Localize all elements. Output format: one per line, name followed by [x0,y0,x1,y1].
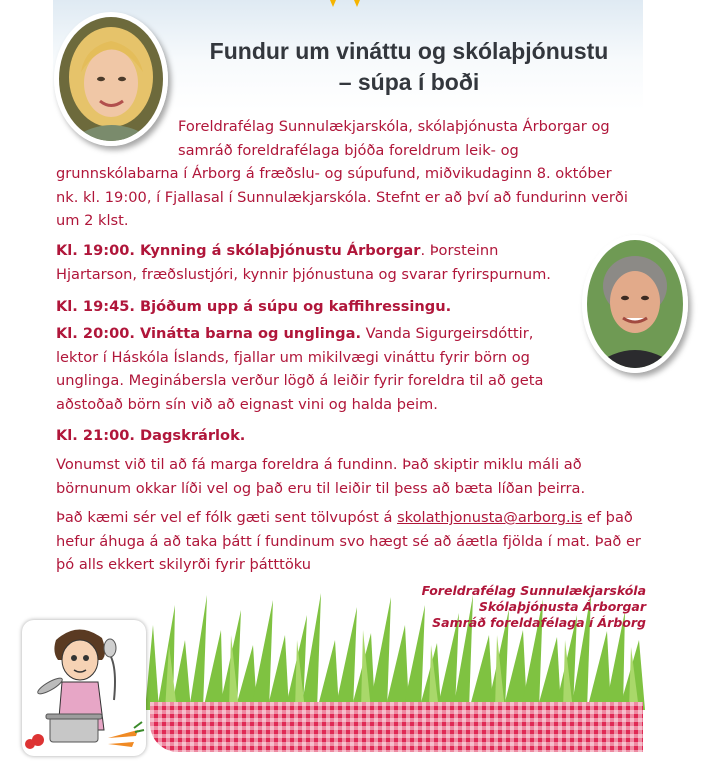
agenda-item-3-text: Vanda Sigurgeirsdóttir, lektor í Háskóla Íslands, fjallar um mikilvægi vináttu fyrir börn og unglinga. Meginábersla verður lögð á leiðir fyrir foreldra til að geta aðstoðað börn sín við að eignast vini og halda þeim. [56,325,544,413]
portrait-man [582,235,688,373]
intro-paragraph [56,115,648,233]
signature-block [422,583,646,631]
agenda-item-2-time: Kl. 19:45. Bjóðum upp á súpu og kaffihressingu. [56,298,452,315]
intro-line-2: samráð foreldrafélaga bjóða foreldrum leik- og [178,141,519,159]
checkered-tablecloth [150,702,643,752]
agenda-item-3 [56,322,576,416]
agenda-item-2 [56,295,576,319]
sun-decoration [330,0,360,8]
signature-line-1: Foreldrafélag Sunnulækjarskóla [421,583,646,598]
agenda-item-1-time: Kl. 19:00. Kynning á skólaþjónustu Árborgar [56,242,421,259]
intro-line-4: nk. kl. 19:00, í Fjallasal í Sunnulækjarskóla. Stefnt er að því að fundurinn verði [56,188,628,206]
closing-paragraph-2 [56,506,646,577]
closing-2-before: Það kæmi sér vel ef fólk gæti sent tölvupóst á [56,509,398,526]
closing-paragraph-1: Vonumst við til að fá marga foreldra á fundinn. Það skiptir miklu máli að börnunum okkar líði vel og það eru til leiðir til þess að bæta líðan þeirra. [56,456,586,497]
closing-2-after: ef það hefur áhuga á að taka þátt í fundinum svo hægt sé að áætla fjölda í mat. Það er þó alls ekkert skilyrði fyrir þátttöku [56,509,641,573]
agenda-item-3-time: Kl. 20:00. Vinátta barna og unglinga. [56,325,361,342]
agenda-item-4-time: Kl. 21:00. Dagskrárlok. [56,427,246,444]
intro-line-5: um 2 klst. [56,212,129,229]
title-line-1: Fundur um vináttu og skólaþjónustu [209,38,609,64]
cook-illustration [22,620,146,756]
intro-line-1: Foreldrafélag Sunnulækjarskóla, skólaþjónusta Árborgar og [178,118,610,135]
signature-line-3: Samráð foreldafélaga í Árborg [432,615,646,630]
agenda-item-1-text: . Þorsteinn Hjartarson, fræðslustjóri, kynnir þjónustuna og svarar fyrirspurnum. [56,242,551,283]
agenda-item-1 [56,239,576,286]
agenda-item-4 [56,424,576,448]
signature-line-2: Skólaþjónusta Árborgar [478,599,646,614]
intro-line-3: grunnskólabarna í Árborg á fræðslu- og súpufund, miðvikudaginn 8. október [56,165,612,182]
email-link[interactable]: skolathjonusta@arborg.is [397,509,583,526]
title-line-2: – súpa í boði [338,69,480,95]
